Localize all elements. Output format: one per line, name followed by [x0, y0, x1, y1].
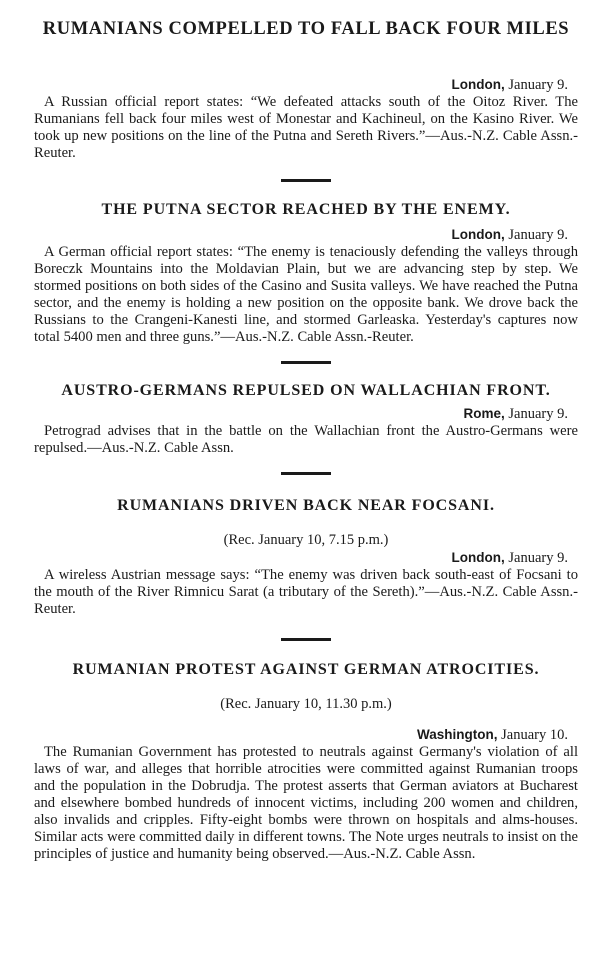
- article-4-dateline: [34, 549, 578, 567]
- article-2-date: January 9.: [508, 227, 568, 243]
- article-3-place: Rome,: [463, 406, 505, 421]
- article-5-body: The Rumanian Government has protested to neutrals against Germany's violation of all laws of war, and alleges that horrible atrocities were committed against Rumanian troops and the population in the Dobrudja. The protest asserts that German aviators at Bucharest and elsewhere bombed hundreds of innocent victims, including 200 women and children, also invalids and cripples. Fifty-eight bombs were thrown on hospitals and alms-houses. Similar acts were committed daily in different towns. The Note urges neutrals to insist on the principles of justice and humanity being observed.—Aus.-N.Z. Cable Assn.: [34, 744, 578, 862]
- article-4-body: A wireless Austrian message says: “The enemy was driven back south-east of Focsani to the mouth of the River Rimnicu Sarat (a tributary of the Sereth).”—Aus.-N.Z. Cable Assn.-Reuter.: [34, 567, 578, 617]
- article-5-headline: RUMANIAN PROTEST AGAINST GERMAN ATROCITIES.: [72, 661, 540, 678]
- article-5-dateline: [34, 726, 578, 744]
- section-divider: [281, 638, 331, 641]
- article-3-date: January 9.: [508, 406, 568, 422]
- section-divider: [281, 179, 331, 182]
- article-3-dateline: [34, 405, 578, 423]
- article-5-place: Washington,: [417, 727, 498, 742]
- article-1-dateline: [34, 76, 578, 94]
- article-2-dateline: [34, 226, 578, 244]
- article-1-body: A Russian official report states: “We defeated attacks south of the Oitoz River. The Rumanians fell back four miles west of Monestar and Kachineul, on the Kasino River. We took up new positions on the line of the Putna and Sereth Rivers.”—Aus.-N.Z. Cable Assn.-Reuter.: [34, 94, 578, 161]
- article-4-headline: RUMANIANS DRIVEN BACK NEAR FOCSANI.: [117, 497, 495, 514]
- article-2-place: London,: [451, 227, 505, 242]
- article-4-date: January 9.: [508, 550, 568, 566]
- article-3-headline: AUSTRO-GERMANS REPULSED ON WALLACHIAN FRONT.: [61, 382, 551, 399]
- article-5-date: January 10.: [501, 727, 568, 743]
- article-2-body: A German official report states: “The enemy is tenaciously defending the valleys through Boreczk Mountains into the Moldavian Plain, but we are advancing step by step. We stormed positions on both sides of the Casino and Susita valleys. We have reached the Putna sector, and the enemy is holding a new position on the opposite bank. We drove back the Russians to the Crangeni-Kanesti line, and stormed Garleaska. Yesterday's captures now total 5400 men and three guns.”—Aus.-N.Z. Cable Assn.-Reuter.: [34, 244, 578, 345]
- article-1-headline: RUMANIANS COMPELLED TO FALL BACK FOUR MILES: [42, 19, 570, 39]
- section-divider: [281, 361, 331, 364]
- article-3-body: Petrograd advises that in the battle on the Wallachian front the Austro-Germans were repulsed.—Aus.-N.Z. Cable Assn.: [34, 423, 578, 456]
- article-1-place: London,: [451, 77, 505, 92]
- section-divider: [281, 472, 331, 475]
- article-4-received: (Rec. January 10, 7.15 p.m.): [223, 532, 389, 548]
- article-4-place: London,: [451, 550, 505, 565]
- article-1-date: January 9.: [508, 77, 568, 93]
- article-5-received: (Rec. January 10, 11.30 p.m.): [220, 696, 392, 712]
- article-2-headline: THE PUTNA SECTOR REACHED BY THE ENEMY.: [101, 201, 511, 218]
